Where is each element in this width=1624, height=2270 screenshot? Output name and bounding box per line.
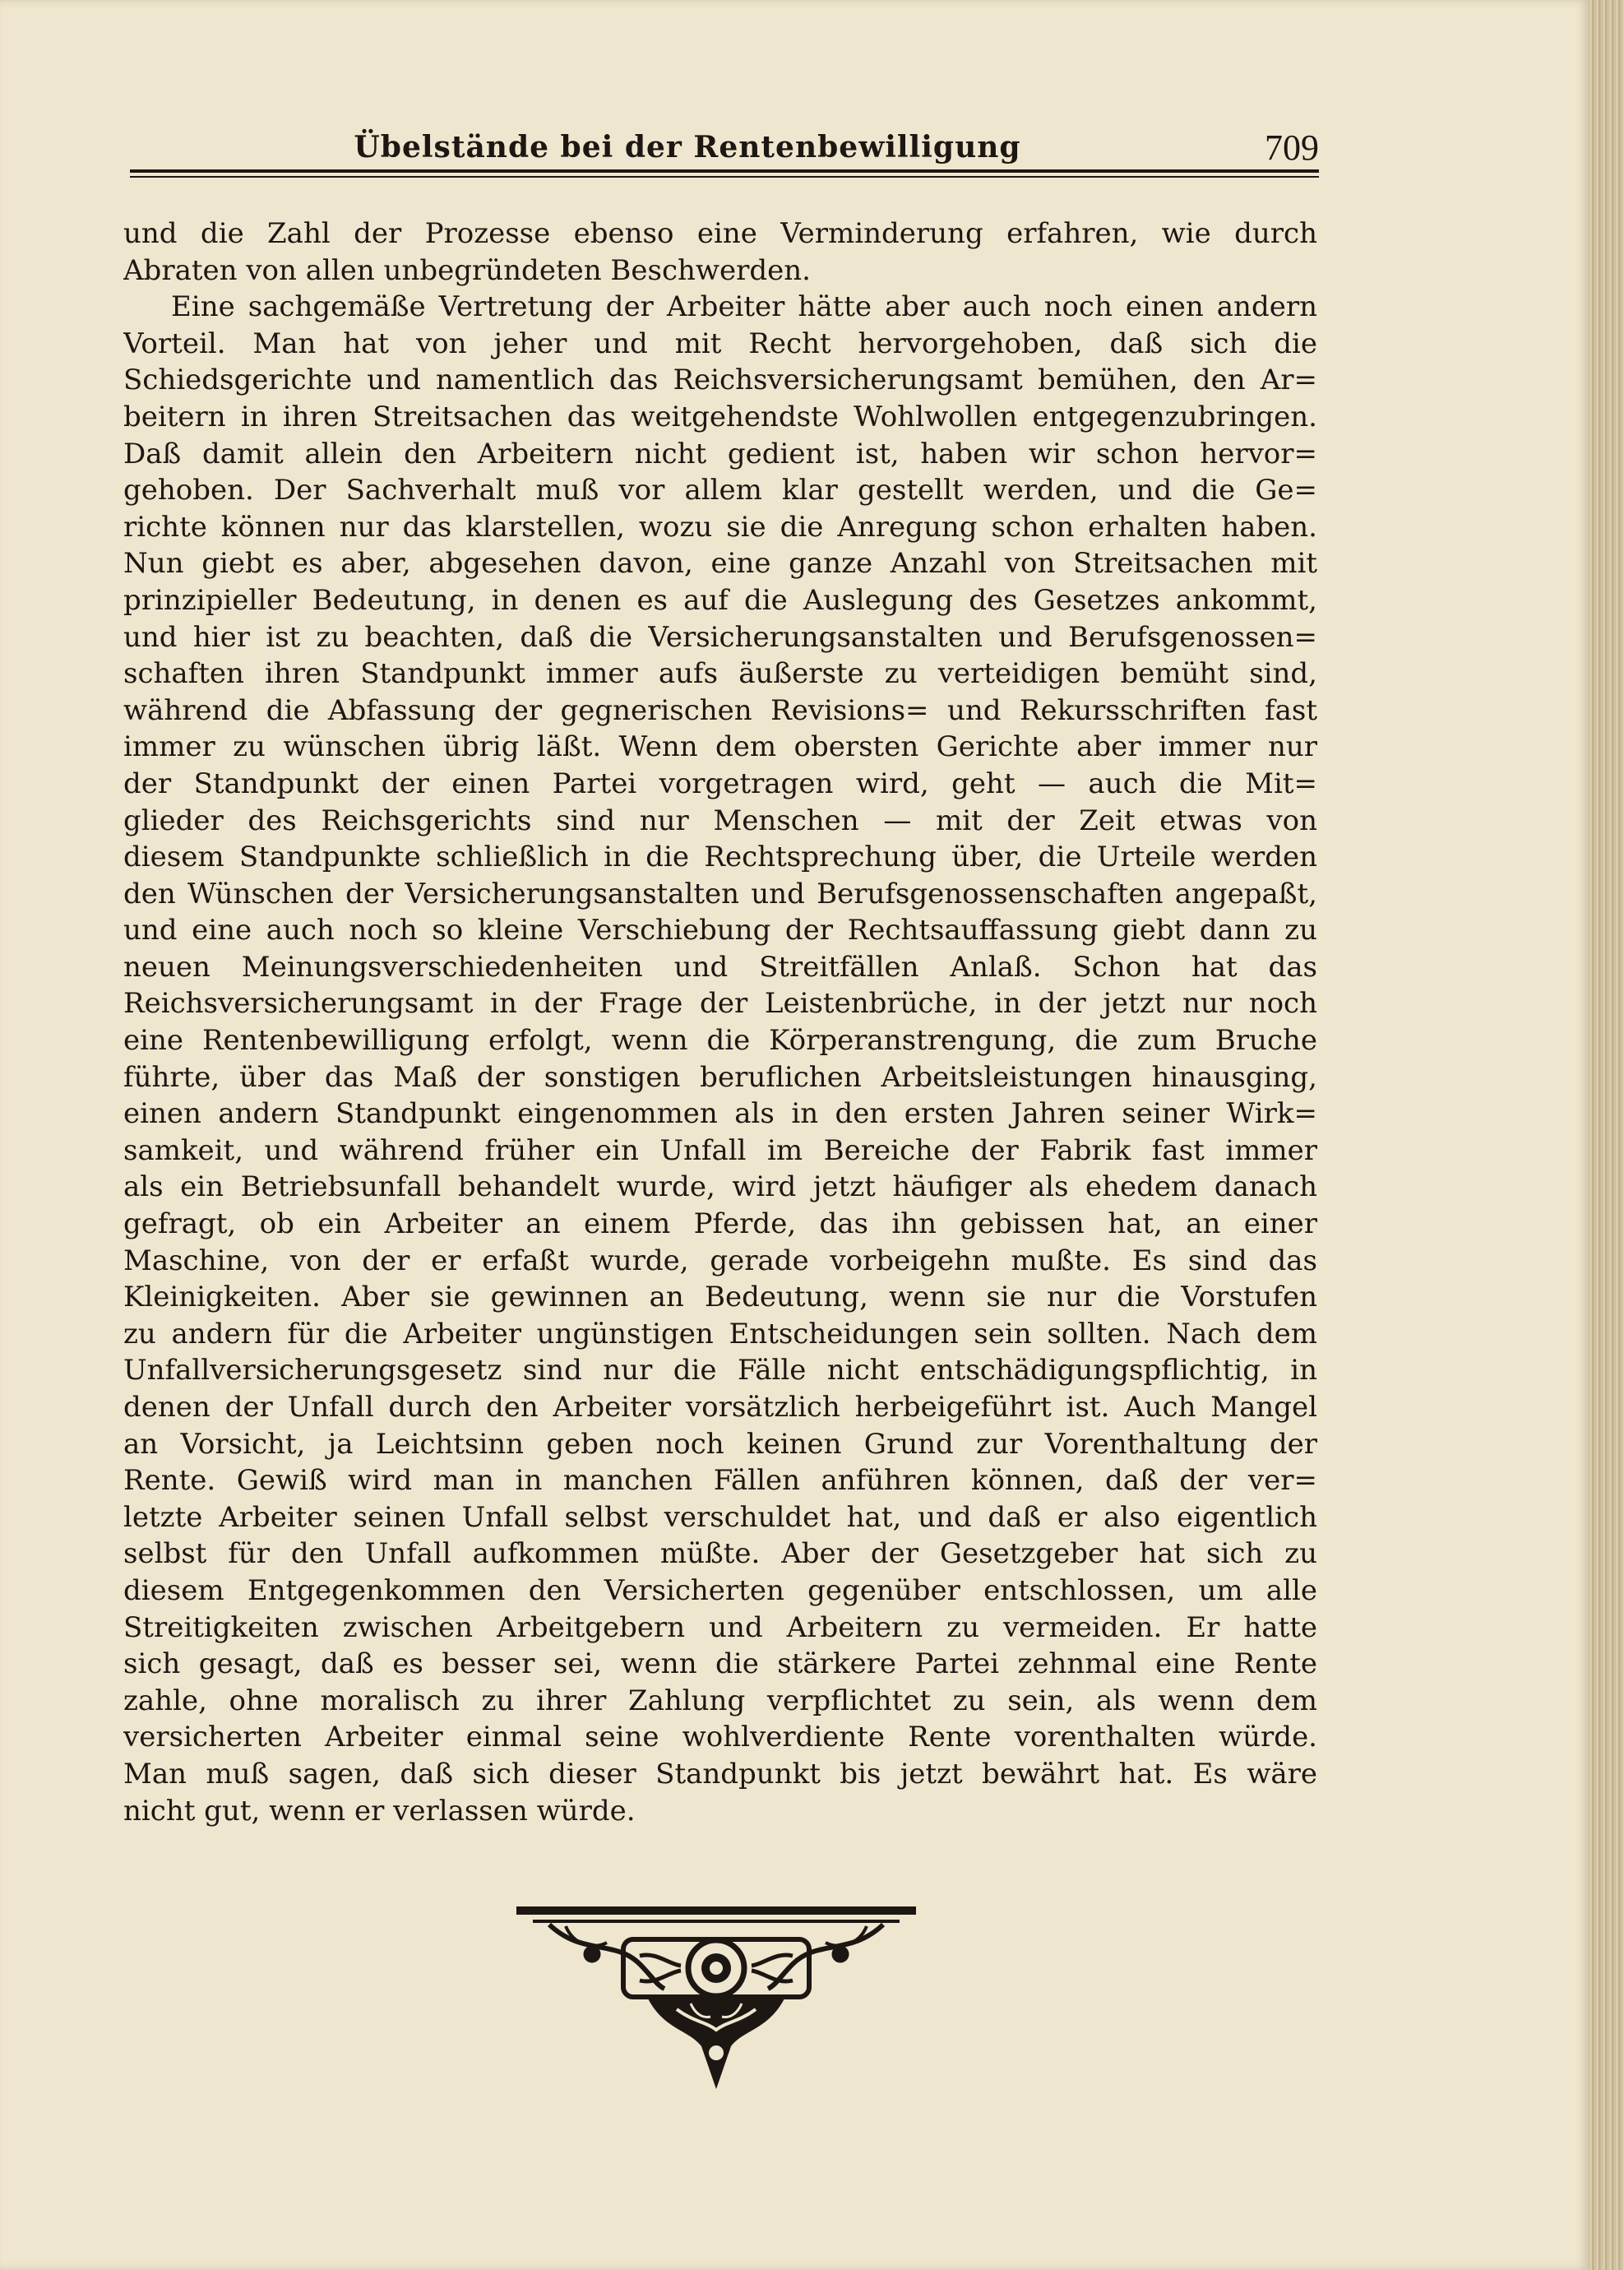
tailpiece-ornament-icon <box>516 1906 916 2089</box>
text-line: richte können nur das klarstellen, wozu sie die Anregung schon erhalten haben. <box>123 510 1317 544</box>
text-line: Maschine, von der er erfaßt wurde, gerade vorbeigehn mußte. Es sind das <box>123 1244 1317 1277</box>
text-line: Man muß sagen, daß sich dieser Standpunkt bis jetzt bewährt hat. Es wäre <box>123 1757 1317 1791</box>
text-line: und die Zahl der Prozesse ebenso eine Verminderung erfahren, wie durch <box>123 217 1317 250</box>
text-line: diesem Entgegenkommen den Versicherten gegenüber entschlossen, um alle <box>123 1573 1317 1607</box>
body-text <box>123 215 1317 1829</box>
page-edge <box>1589 0 1624 2270</box>
text-line: beitern in ihren Streitsachen das weitgehendste Wohlwollen entgegenzubringen. <box>123 400 1317 433</box>
text-line: selbst für den Unfall aufkommen müßte. Aber der Gesetzgeber hat sich zu <box>123 1537 1317 1571</box>
header-rule-thick <box>130 169 1319 173</box>
page-number: 709 <box>1265 127 1319 168</box>
text-line: als ein Betriebsunfall behandelt wurde, wird jetzt häufiger als ehedem danach <box>123 1170 1317 1204</box>
text-line: versicherten Arbeiter einmal seine wohlverdiente Rente vorenthalten würde. <box>123 1721 1317 1754</box>
text-line: neuen Meinungsverschiedenheiten und Streitfällen Anlaß. Schon hat das <box>123 950 1317 984</box>
text-line: Reichsversicherungsamt in der Frage der Leistenbrüche, in der jetzt nur noch <box>123 987 1317 1021</box>
text-line: eine Rentenbewilligung erfolgt, wenn die Körperanstrengung, die zum Bruche <box>123 1024 1317 1058</box>
text-line: immer zu wünschen übrig läßt. Wenn dem obersten Gerichte aber immer nur <box>123 730 1317 764</box>
text-line: Streitigkeiten zwischen Arbeitgebern und Arbeitern zu vermeiden. Er hatte <box>123 1610 1317 1644</box>
running-title: Übelstände bei der Rentenbewilligung <box>354 130 1021 164</box>
text-line: führte, über das Maß der sonstigen beruflichen Arbeitsleistungen hinausging, <box>123 1060 1317 1094</box>
text-line: und eine auch noch so kleine Verschiebung der Rechtsauffassung giebt dann zu <box>123 914 1317 947</box>
text-line: zu andern für die Arbeiter ungünstigen Entscheidungen sein sollten. Nach dem <box>123 1317 1317 1350</box>
text-line: einen andern Standpunkt eingenommen als in den ersten Jahren seiner Wirk= <box>123 1097 1317 1131</box>
text-line: den Wünschen der Versicherungsanstalten und Berufsgenossenschaften angepaßt, <box>123 877 1317 910</box>
text-line: an Vorsicht, ja Leichtsinn geben noch keinen Grund zur Vorenthaltung der <box>123 1427 1317 1461</box>
text-line: während die Abfassung der gegnerischen Revisions= und Rekursschriften fast <box>123 693 1317 727</box>
text-line: Daß damit allein den Arbeitern nicht gedient ist, haben wir schon hervor= <box>123 437 1317 470</box>
text-line: Vorteil. Man hat von jeher und mit Recht hervorgehoben, daß sich die <box>123 327 1317 360</box>
text-line: Abraten von allen unbegründeten Beschwerden. <box>123 253 811 287</box>
header-rule-thin <box>130 176 1319 178</box>
text-line: letzte Arbeiter seinen Unfall selbst verschuldet hat, und daß er also eigentlich <box>123 1500 1317 1534</box>
text-line: sich gesagt, daß es besser sei, wenn die stärkere Partei zehnmal eine Rente <box>123 1647 1317 1681</box>
text-line: prinzipieller Bedeutung, in denen es auf die Auslegung des Gesetzes ankommt, <box>123 583 1317 617</box>
text-line: gefragt, ob ein Arbeiter an einem Pferde, das ihn gebissen hat, an einer <box>123 1207 1317 1241</box>
text-line: glieder des Reichsgerichts sind nur Menschen — mit der Zeit etwas von <box>123 804 1317 837</box>
text-line: Schiedsgerichte und namentlich das Reichsversicherungsamt bemühen, den Ar= <box>123 364 1317 397</box>
text-line: Nun giebt es aber, abgesehen davon, eine ganze Anzahl von Streitsachen mit <box>123 547 1317 581</box>
text-line: denen der Unfall durch den Arbeiter vorsätzlich herbeigeführt ist. Auch Mangel <box>123 1391 1317 1424</box>
text-line: diesem Standpunkte schließlich in die Rechtsprechung über, die Urteile werden <box>123 841 1317 874</box>
text-line: samkeit, und während früher ein Unfall im Bereiche der Fabrik fast immer <box>123 1133 1317 1167</box>
text-line: und hier ist zu beachten, daß die Versicherungsanstalten und Berufsgenossen= <box>123 620 1317 654</box>
text-line: der Standpunkt der einen Partei vorgetragen wird, geht — auch die Mit= <box>123 767 1317 800</box>
text-line: zahle, ohne moralisch zu ihrer Zahlung verpflichtet zu sein, als wenn dem <box>123 1684 1317 1717</box>
text-line: schaften ihren Standpunkt immer aufs äußerste zu verteidigen bemüht sind, <box>123 657 1317 691</box>
text-line: Rente. Gewiß wird man in manchen Fällen anführen können, daß der ver= <box>123 1464 1317 1498</box>
text-line: Kleinigkeiten. Aber sie gewinnen an Bedeutung, wenn sie nur die Vorstufen <box>123 1281 1317 1314</box>
text-line: Unfallversicherungsgesetz sind nur die Fälle nicht entschädigungspflichtig, in <box>123 1354 1317 1387</box>
text-line: nicht gut, wenn er verlassen würde. <box>123 1794 636 1828</box>
running-head <box>130 115 1319 181</box>
text-line: gehoben. Der Sachverhalt muß vor allem klar gestellt werden, und die Ge= <box>123 474 1317 507</box>
text-line: Eine sachgemäße Vertretung der Arbeiter hätte aber auch noch einen andern <box>171 290 1317 324</box>
